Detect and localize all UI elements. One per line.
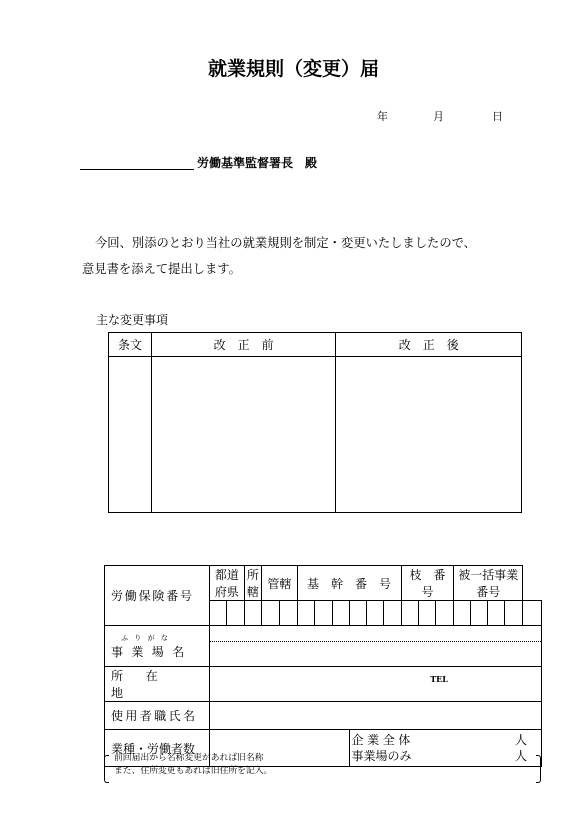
workplace-name-field[interactable] <box>210 626 542 667</box>
sub-branch-number: 枝 番 号 <box>401 566 454 601</box>
sub-office: 管轄 <box>262 566 297 601</box>
industry-workers-label: 業種・労働者数 <box>105 730 210 767</box>
digit-box[interactable] <box>262 601 280 626</box>
workplace-name-label <box>105 626 210 667</box>
company-total-label: 企業全体 <box>351 733 414 747</box>
workplace-only-label: 事業場のみ <box>351 749 412 763</box>
employer-name-label: 使用者職氏名 <box>105 702 210 730</box>
digit-box[interactable] <box>227 601 244 626</box>
workplace-only-unit: 人 <box>514 749 527 763</box>
digit-box[interactable] <box>366 601 383 626</box>
note <box>104 752 542 778</box>
office-name-blank[interactable] <box>80 169 194 170</box>
digit-box[interactable] <box>297 601 314 626</box>
digit-box[interactable] <box>383 601 401 626</box>
digit-box[interactable] <box>244 601 262 626</box>
date-year: 年 <box>377 110 388 123</box>
digit-box[interactable] <box>210 601 227 626</box>
note-line-1: 前回届出から名称変更があれば旧名称 <box>114 753 264 763</box>
digit-box[interactable] <box>332 601 349 626</box>
workplace-name-input[interactable] <box>210 642 541 666</box>
furigana-field[interactable] <box>210 626 541 642</box>
tel-label: TEL <box>430 674 448 684</box>
digit-box[interactable] <box>523 601 542 626</box>
article-cell[interactable] <box>109 357 152 513</box>
after-cell[interactable] <box>336 357 522 513</box>
sub-base-number: 基 幹 番 号 <box>297 566 401 601</box>
date-month: 月 <box>433 110 444 123</box>
digit-box[interactable] <box>488 601 505 626</box>
col-before-header: 改 正 前 <box>151 333 336 357</box>
furigana-label: ふりがな <box>121 633 175 642</box>
sub-prefecture: 都道府県 <box>210 566 244 601</box>
location-field[interactable] <box>210 667 542 702</box>
col-after-header: 改 正 後 <box>336 333 522 357</box>
digit-box[interactable] <box>471 601 488 626</box>
insurance-number-label: 労働保険番号 <box>105 566 210 626</box>
body-line-2: 意見書を添えて提出します。 <box>82 262 241 276</box>
date-day: 日 <box>492 110 503 123</box>
digit-box[interactable] <box>454 601 471 626</box>
sub-jurisdiction: 所轄 <box>244 566 262 601</box>
changes-table <box>108 332 522 513</box>
addressee: 労働基準監督署長 殿 <box>197 156 318 170</box>
changes-section-label: 主な変更事項 <box>96 313 169 327</box>
application-form-table <box>104 565 542 767</box>
digit-box[interactable] <box>505 601 523 626</box>
company-total-unit: 人 <box>514 733 527 747</box>
location-label: 所在地 <box>105 667 210 702</box>
digit-box[interactable] <box>349 601 366 626</box>
before-cell[interactable] <box>151 357 336 513</box>
digit-box[interactable] <box>314 601 332 626</box>
workplace-label-text: 事業場名 <box>111 644 193 659</box>
employer-name-field[interactable] <box>210 702 542 730</box>
note-line-2: また、住所変更もあれば旧住所を記入。 <box>114 766 273 776</box>
document-title: 就業規則（変更）届 <box>207 58 379 80</box>
body-line-1: 今回、別添のとおり当社の就業規則を制定・変更いたしましたので、 <box>95 236 476 250</box>
digit-box[interactable] <box>418 601 435 626</box>
digit-box[interactable] <box>401 601 418 626</box>
col-article-header: 条文 <box>109 333 152 357</box>
digit-box[interactable] <box>436 601 454 626</box>
digit-box[interactable] <box>280 601 297 626</box>
sub-bulk-number: 被一括事業番号 <box>454 566 523 601</box>
